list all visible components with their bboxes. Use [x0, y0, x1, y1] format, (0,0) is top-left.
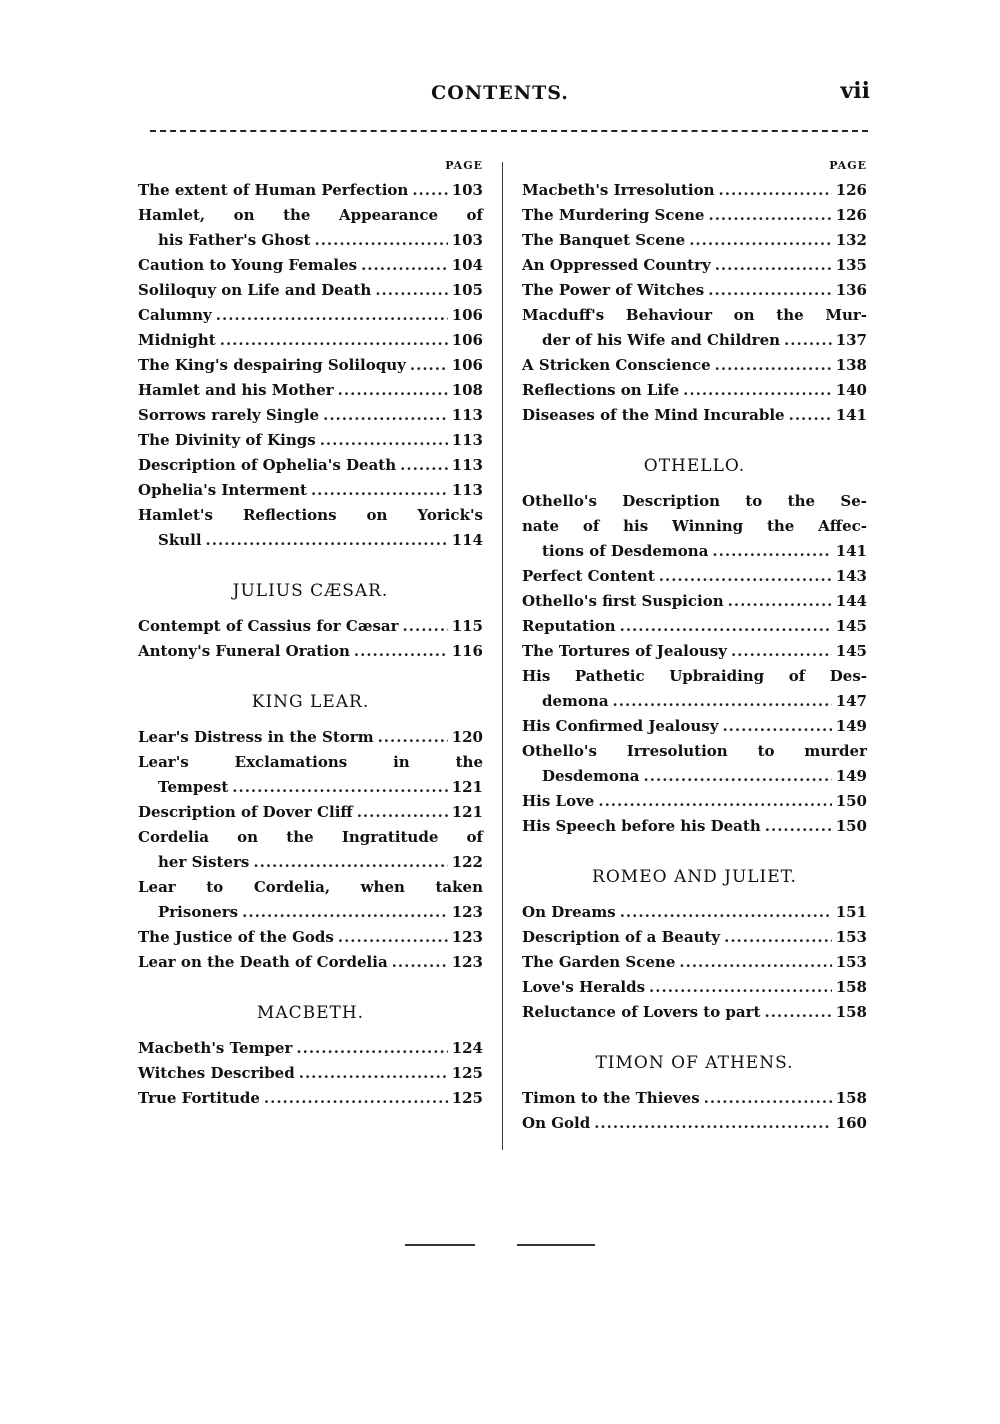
toc-entry-title: His Love [522, 792, 595, 810]
toc-entry [522, 353, 867, 378]
toc-entry [138, 453, 483, 478]
toc-entry-title-line: Hamlet's Reflections on Yorick's [138, 506, 483, 524]
toc-entry-page: 141 [835, 406, 867, 424]
toc-entry-page: 113 [451, 456, 483, 474]
toc-entry-title: Contempt of Cassius for Cæsar [138, 617, 399, 635]
page-column-label: PAGE [445, 159, 483, 172]
dot-leader [220, 328, 448, 353]
toc-entry [138, 353, 483, 378]
dot-leader [323, 403, 448, 428]
toc-entry-title: der of his Wife and Children [542, 331, 781, 349]
toc-entry [522, 950, 867, 975]
toc-entry-page: 120 [451, 728, 483, 746]
dot-leader [784, 328, 832, 353]
toc-entry-title: The Tortures of Jealousy [522, 642, 727, 660]
toc-entry-page: 122 [451, 853, 483, 871]
dot-leader [708, 278, 831, 303]
toc-entry-title: his Father's Ghost [158, 231, 311, 249]
dot-leader [644, 764, 832, 789]
toc-entry-title: Caution to Young Females [138, 256, 358, 274]
toc-entry-page: 116 [451, 642, 483, 660]
toc-entry-page: 135 [835, 256, 867, 274]
toc-entry-page: 141 [835, 542, 867, 560]
toc-entry-page: 124 [451, 1039, 483, 1057]
toc-entry-page: 158 [835, 1003, 867, 1021]
toc-entry-page: 145 [835, 617, 867, 635]
toc-entry-title: Love's Heralds [522, 978, 646, 996]
dot-leader [722, 714, 831, 739]
toc-entry-page: 126 [835, 181, 867, 199]
toc-entry [138, 825, 483, 875]
toc-entry-page: 104 [451, 256, 483, 274]
toc-entry-page: 121 [451, 803, 483, 821]
dot-leader [338, 378, 448, 403]
toc-entry [138, 178, 483, 203]
toc-entry-title: Perfect Content [522, 567, 655, 585]
toc-entry-page: 123 [451, 928, 483, 946]
king-lear-entry-list [138, 725, 483, 975]
toc-entry [522, 1111, 867, 1136]
toc-entry [522, 614, 867, 639]
toc-entry-page: 121 [451, 778, 483, 796]
dot-leader [412, 178, 447, 203]
dot-leader [715, 253, 832, 278]
toc-entry [522, 814, 867, 839]
toc-entry-title: Ophelia's Interment [138, 481, 307, 499]
toc-entry-page: 138 [835, 356, 867, 374]
dot-leader [242, 900, 448, 925]
timon-of-athens-entry-list [522, 1086, 867, 1136]
dot-leader [689, 228, 832, 253]
toc-entry-title: The extent of Human Perfection [138, 181, 409, 199]
toc-entry-title: Macbeth's Temper [138, 1039, 293, 1057]
toc-entry-page: 113 [451, 406, 483, 424]
dot-leader [594, 1111, 831, 1136]
toc-entry-title: On Dreams [522, 903, 616, 921]
toc-entry-title: An Oppressed Country [522, 256, 711, 274]
toc-entry [522, 203, 867, 228]
toc-entry-title-line: Lear to Cordelia, when taken [138, 878, 483, 896]
toc-entry-page: 144 [835, 592, 867, 610]
dot-leader [620, 614, 832, 639]
toc-entry-title: A Stricken Conscience [522, 356, 711, 374]
dot-leader [320, 428, 448, 453]
dot-leader [659, 564, 832, 589]
toc-entry-page: 108 [451, 381, 483, 399]
toc-entry-title-line: Lear's Exclamations in the [138, 753, 483, 771]
toc-entry-page: 106 [451, 356, 483, 374]
toc-entry-title: His Speech before his Death [522, 817, 761, 835]
toc-entry [138, 303, 483, 328]
toc-entry-title: Reputation [522, 617, 616, 635]
footer-rule-left [405, 1244, 475, 1246]
toc-entry-title: Description of a Beauty [522, 928, 721, 946]
toc-entry-page: 132 [835, 231, 867, 249]
toc-entry-page: 147 [835, 692, 867, 710]
toc-entry-title: True Fortitude [138, 1089, 260, 1107]
macbeth-continued-entry-list [522, 178, 867, 428]
toc-entry [138, 1061, 483, 1086]
toc-entry-title: Sorrows rarely Single [138, 406, 320, 424]
dot-leader [724, 925, 832, 950]
toc-entry [522, 664, 867, 714]
toc-entry-page: 140 [835, 381, 867, 399]
dot-leader [704, 1086, 832, 1111]
toc-entry [522, 639, 867, 664]
dot-leader [314, 228, 447, 253]
toc-entry-page: 137 [835, 331, 867, 349]
toc-entry [138, 614, 483, 639]
toc-entry-title: The Banquet Scene [522, 231, 686, 249]
toc-entry [522, 714, 867, 739]
toc-entry [522, 489, 867, 564]
column-divider [502, 162, 503, 1150]
toc-entry-title: The Garden Scene [522, 953, 676, 971]
toc-entry-page: 149 [835, 767, 867, 785]
toc-entry [138, 403, 483, 428]
dot-leader [410, 353, 448, 378]
toc-entry-title-line: Othello's Irresolution to murder [522, 742, 867, 760]
right-column [522, 158, 867, 1136]
toc-entry [138, 1036, 483, 1061]
toc-entry [138, 750, 483, 800]
left-column [138, 158, 483, 1111]
dot-leader [378, 725, 448, 750]
toc-entry-title: Tempest [158, 778, 229, 796]
toc-entry-title: demona [542, 692, 609, 710]
toc-entry-title: Calumny [138, 306, 212, 324]
dot-leader [400, 453, 448, 478]
footer-rule-right [517, 1244, 595, 1246]
hamlet-entry-list [138, 178, 483, 553]
toc-entry [522, 739, 867, 789]
toc-entry-title: Skull [158, 531, 202, 549]
header-rule [150, 130, 868, 132]
toc-entry-title: The Murdering Scene [522, 206, 705, 224]
toc-entry-title: His Confirmed Jealousy [522, 717, 719, 735]
dot-leader [264, 1086, 448, 1111]
toc-entry-page: 103 [451, 181, 483, 199]
dot-leader [789, 403, 832, 428]
dot-leader [613, 689, 832, 714]
dot-leader [361, 253, 448, 278]
dot-leader [311, 478, 448, 503]
toc-entry [138, 428, 483, 453]
page-column-label: PAGE [829, 159, 867, 172]
toc-entry-page: 136 [835, 281, 867, 299]
section-heading-macbeth: MACBETH. [256, 1003, 365, 1023]
toc-entry-title: Diseases of the Mind Incurable [522, 406, 785, 424]
toc-entry [138, 800, 483, 825]
dot-leader [728, 589, 832, 614]
section-heading-king-lear: KING LEAR. [251, 692, 370, 712]
toc-entry-page: 150 [835, 817, 867, 835]
toc-entry [522, 303, 867, 353]
toc-entry-page: 151 [835, 903, 867, 921]
toc-entry [138, 925, 483, 950]
toc-entry-page: 150 [835, 792, 867, 810]
toc-entry-page: 145 [835, 642, 867, 660]
toc-entry [522, 378, 867, 403]
toc-entry-title: Lear on the Death of Cordelia [138, 953, 388, 971]
toc-entry-title: The Power of Witches [522, 281, 705, 299]
dot-leader [403, 614, 448, 639]
toc-entry-title: Witches Described [138, 1064, 295, 1082]
toc-entry [522, 975, 867, 1000]
toc-entry-page: 143 [835, 567, 867, 585]
dot-leader [712, 539, 831, 564]
toc-entry-title: Desdemona [542, 767, 640, 785]
dot-leader [765, 814, 832, 839]
toc-entry [138, 503, 483, 553]
toc-entry [138, 639, 483, 664]
toc-entry-title: The Justice of the Gods [138, 928, 334, 946]
toc-entry [522, 228, 867, 253]
toc-entry-title: her Sisters [158, 853, 250, 871]
dot-leader [649, 975, 832, 1000]
toc-entry [522, 1086, 867, 1111]
toc-entry-page: 158 [835, 978, 867, 996]
toc-entry-title: Antony's Funeral Oration [138, 642, 350, 660]
toc-entry-title-line: Hamlet, on the Appearance of [138, 206, 483, 224]
toc-entry-title: Midnight [138, 331, 216, 349]
toc-entry-title-line: nate of his Winning the Affec- [522, 517, 867, 535]
toc-entry [138, 950, 483, 975]
toc-entry-page: 153 [835, 953, 867, 971]
toc-entry [138, 478, 483, 503]
dot-leader [708, 203, 831, 228]
dot-leader [392, 950, 448, 975]
toc-entry-page: 115 [451, 617, 483, 635]
dot-leader [620, 900, 832, 925]
toc-entry-page: 149 [835, 717, 867, 735]
toc-entry-page: 105 [451, 281, 483, 299]
dot-leader [764, 1000, 831, 1025]
toc-entry [138, 203, 483, 253]
toc-entry [138, 278, 483, 303]
toc-entry-page: 103 [451, 231, 483, 249]
toc-entry [138, 1086, 483, 1111]
page-number: vii [840, 78, 870, 104]
dot-leader [354, 639, 448, 664]
toc-entry [138, 725, 483, 750]
toc-entry-title: On Gold [522, 1114, 591, 1132]
toc-entry-page: 125 [451, 1089, 483, 1107]
toc-entry-title: Othello's first Suspicion [522, 592, 724, 610]
dot-leader [296, 1036, 447, 1061]
toc-entry-page: 153 [835, 928, 867, 946]
dot-leader [731, 639, 832, 664]
toc-entry-page: 123 [451, 903, 483, 921]
toc-entry-title-line: Cordelia on the Ingratitude of [138, 828, 483, 846]
toc-entry-title: Reflections on Life [522, 381, 680, 399]
toc-entry-page: 126 [835, 206, 867, 224]
section-heading-julius-caesar: JULIUS CÆSAR. [232, 581, 389, 601]
toc-entry-title: Soliloquy on Life and Death [138, 281, 372, 299]
dot-leader [715, 353, 832, 378]
othello-entry-list [522, 489, 867, 839]
toc-entry [522, 925, 867, 950]
toc-entry-title: Description of Dover Cliff [138, 803, 353, 821]
toc-entry-title-line: Macduff's Behaviour on the Mur- [522, 306, 867, 324]
section-heading-timon-of-athens: TIMON OF ATHENS. [595, 1053, 794, 1073]
dot-leader [253, 850, 447, 875]
dot-leader [719, 178, 832, 203]
toc-entry [138, 378, 483, 403]
macbeth-entry-list [138, 1036, 483, 1111]
dot-leader [375, 278, 447, 303]
dot-leader [232, 775, 447, 800]
running-head-title: CONTENTS. [431, 82, 569, 104]
toc-entry-page: 114 [451, 531, 483, 549]
toc-entry-title: Timon to the Thieves [522, 1089, 700, 1107]
toc-entry-title: The Divinity of Kings [138, 431, 316, 449]
toc-entry-title: Reluctance of Lovers to part [522, 1003, 761, 1021]
toc-entry [522, 278, 867, 303]
toc-entry-title: tions of Desdemona [542, 542, 709, 560]
toc-entry [138, 328, 483, 353]
toc-entry-page: 113 [451, 431, 483, 449]
toc-entry [522, 564, 867, 589]
toc-entry-page: 113 [451, 481, 483, 499]
toc-entry-page: 158 [835, 1089, 867, 1107]
dot-leader [598, 789, 831, 814]
toc-entry [522, 403, 867, 428]
toc-entry [522, 789, 867, 814]
toc-entry-title: Hamlet and his Mother [138, 381, 334, 399]
toc-entry-page: 106 [451, 331, 483, 349]
toc-entry-title: The King's despairing Soliloquy [138, 356, 406, 374]
toc-entry-title-line: Othello's Description to the Se- [522, 492, 867, 510]
toc-entry-page: 160 [835, 1114, 867, 1132]
toc-entry-title-line: His Pathetic Upbraiding of Des- [522, 667, 867, 685]
toc-entry-title: Lear's Distress in the Storm [138, 728, 374, 746]
toc-entry [522, 900, 867, 925]
toc-entry [522, 178, 867, 203]
toc-entry-page: 123 [451, 953, 483, 971]
julius-caesar-entry-list [138, 614, 483, 664]
toc-entry [138, 253, 483, 278]
section-heading-romeo-and-juliet: ROMEO AND JULIET. [592, 867, 797, 887]
toc-entry-title: Prisoners [158, 903, 239, 921]
dot-leader [216, 303, 448, 328]
dot-leader [338, 925, 448, 950]
toc-entry-page: 106 [451, 306, 483, 324]
dot-leader [683, 378, 832, 403]
dot-leader [357, 800, 448, 825]
dot-leader [299, 1061, 448, 1086]
toc-entry-page: 125 [451, 1064, 483, 1082]
dot-leader [679, 950, 831, 975]
toc-entry [522, 253, 867, 278]
toc-entry-title: Macbeth's Irresolution [522, 181, 715, 199]
toc-entry [522, 1000, 867, 1025]
toc-entry [138, 875, 483, 925]
toc-entry-title: Description of Ophelia's Death [138, 456, 397, 474]
toc-entry [522, 589, 867, 614]
romeo-and-juliet-entry-list [522, 900, 867, 1025]
dot-leader [206, 528, 448, 553]
section-heading-othello: OTHELLO. [643, 456, 746, 476]
